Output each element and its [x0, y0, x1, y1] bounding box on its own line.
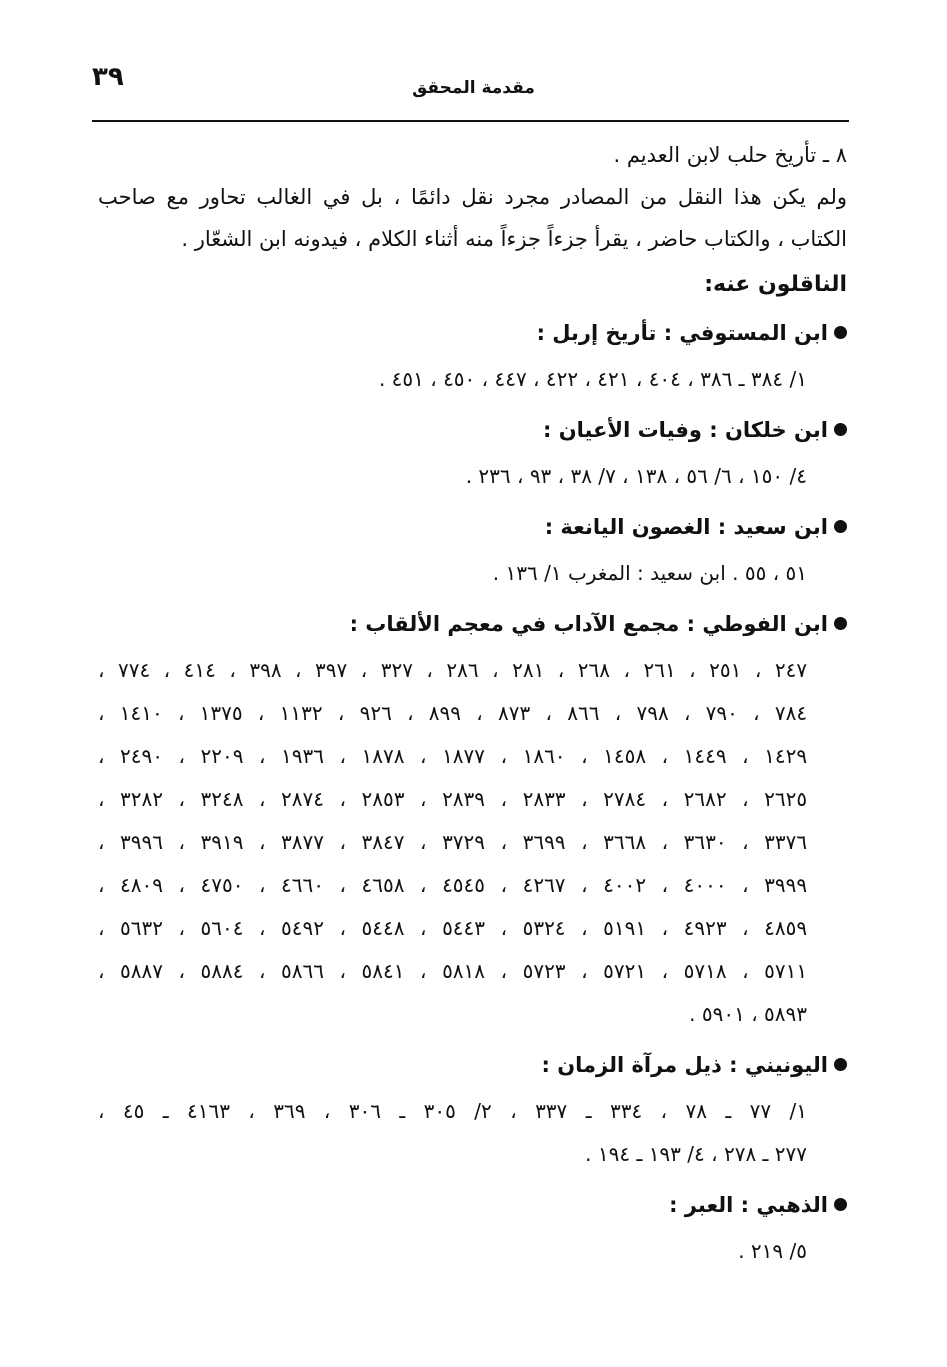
entry-references — [98, 552, 847, 595]
entry-title-text: ابن الفوطي : مجمع الآداب في معجم الألقاب : — [349, 612, 828, 636]
header-rule — [92, 120, 849, 122]
reference-line: ٥/ ٢١٩ . — [738, 1239, 807, 1263]
entry-title — [98, 603, 847, 645]
bullet-icon — [834, 1058, 847, 1071]
reference-line: ٤/ ١٥٠ ، ٦/ ٥٦ ، ١٣٨ ، ٧/ ٣٨ ، ٩٣ ، ٢٣٦ . — [465, 464, 807, 488]
citation-entry — [98, 603, 847, 1036]
paragraph-line: ولم يكن هذا النقل من المصادر مجرد نقل دائمًا ، بل في الغالب تحاور مع صاحب — [98, 185, 847, 209]
page-body — [98, 134, 847, 1281]
reference-line: ٤٨٥٩ ، ٤٩٢٣ ، ٥١٩١ ، ٥٣٢٤ ، ٥٤٤٣ ، ٥٤٤٨ ، ٥٤٩٢ ، ٥٦٠٤ ، ٥٦٣٢ ، — [98, 916, 808, 940]
reference-line: ٥٧١١ ، ٥٧١٨ ، ٥٧٢١ ، ٥٧٢٣ ، ٥٨١٨ ، ٥٨٤١ ، ٥٨٦٦ ، ٥٨٨٤ ، ٥٨٨٧ ، — [98, 959, 808, 983]
entry-references — [98, 358, 847, 401]
entry-references — [98, 455, 847, 498]
entry-title — [98, 1044, 847, 1086]
citation-entry — [98, 1044, 847, 1176]
entry-title — [98, 506, 847, 548]
source-item: ٨ ـ تأريخ حلب لابن العديم . — [613, 143, 847, 167]
bullet-icon — [834, 520, 847, 533]
entry-references — [98, 1230, 847, 1273]
bullet-icon — [834, 617, 847, 630]
running-title: مقدمة المحقق — [412, 78, 535, 98]
reference-line: ١/ ٧٧ ـ ٧٨ ، ٣٣٤ ـ ٣٣٧ ، ٢/ ٣٠٥ ـ ٣٠٦ ، ٣٦٩ ، ٤١٦٣ ـ ٤٥ ، — [98, 1099, 808, 1123]
bullet-icon — [834, 326, 847, 339]
entry-references — [98, 649, 847, 1036]
entry-title — [98, 409, 847, 451]
entry-title-text: ابن خلكان : وفيات الأعيان : — [543, 418, 828, 442]
reference-line: ٥٨٩٣ ، ٥٩٠١ . — [689, 1002, 807, 1026]
bullet-icon — [834, 1198, 847, 1211]
entry-title-text: اليونيني : ذيل مرآة الزمان : — [541, 1053, 828, 1077]
reference-line: ٥١ ، ٥٥ . ابن سعيد : المغرب ١/ ١٣٦ . — [492, 561, 807, 585]
entry-title — [98, 312, 847, 354]
reference-line: ٢٧٧ ـ ٢٧٨ ، ٤/ ١٩٣ ـ ١٩٤ . — [585, 1142, 807, 1166]
reference-line: ١/ ٣٨٤ ـ ٣٨٦ ، ٤٠٤ ، ٤٢١ ، ٤٢٢ ، ٤٤٧ ، ٤٥٠ ، ٤٥١ . — [378, 367, 807, 391]
intro-paragraph — [98, 176, 847, 260]
citation-entry — [98, 506, 847, 595]
reference-line: ٢٦٢٥ ، ٢٦٨٢ ، ٢٧٨٤ ، ٢٨٣٣ ، ٢٨٣٩ ، ٢٨٥٣ ، ٢٨٧٤ ، ٣٢٤٨ ، ٣٢٨٢ ، — [98, 787, 808, 811]
entry-title-text: ابن المستوفي : تأريخ إربل : — [536, 321, 828, 345]
bullet-icon — [834, 423, 847, 436]
entry-title-text: الذهبي : العبر : — [669, 1193, 828, 1217]
reference-line: ١٤٢٩ ، ١٤٤٩ ، ١٤٥٨ ، ١٨٦٠ ، ١٨٧٧ ، ١٨٧٨ ، ١٩٣٦ ، ٢٢٠٩ ، ٢٤٩٠ ، — [98, 744, 808, 768]
page-number: ٣٩ — [92, 62, 124, 92]
citation-entry — [98, 1184, 847, 1273]
section-heading: الناقلون عنه: — [704, 272, 847, 297]
paragraph-line: الكتاب ، والكتاب حاضر ، يقرأ جزءاً جزءاً منه أثناء الكلام ، فيدونه ابن الشعّار . — [181, 227, 847, 251]
reference-line: ٣٩٩٩ ، ٤٠٠٠ ، ٤٠٠٢ ، ٤٢٦٧ ، ٤٥٤٥ ، ٤٦٥٨ ، ٤٦٦٠ ، ٤٧٥٠ ، ٤٨٠٩ ، — [98, 873, 808, 897]
citation-entry — [98, 312, 847, 401]
entry-references — [98, 1090, 847, 1176]
reference-line: ٢٤٧ ، ٢٥١ ، ٢٦١ ، ٢٦٨ ، ٢٨١ ، ٢٨٦ ، ٣٢٧ ، ٣٩٧ ، ٣٩٨ ، ٤١٤ ، ٧٧٤ ، — [98, 658, 808, 682]
entry-title — [98, 1184, 847, 1226]
entry-title-text: ابن سعيد : الغصون اليانعة : — [544, 515, 828, 539]
citation-entry — [98, 409, 847, 498]
reference-line: ٧٨٤ ، ٧٩٠ ، ٧٩٨ ، ٨٦٦ ، ٨٧٣ ، ٨٩٩ ، ٩٢٦ ، ١١٣٢ ، ١٣٧٥ ، ١٤١٠ ، — [98, 701, 808, 725]
reference-line: ٣٣٧٦ ، ٣٦٣٠ ، ٣٦٦٨ ، ٣٦٩٩ ، ٣٧٢٩ ، ٣٨٤٧ ، ٣٨٧٧ ، ٣٩١٩ ، ٣٩٩٦ ، — [98, 830, 808, 854]
